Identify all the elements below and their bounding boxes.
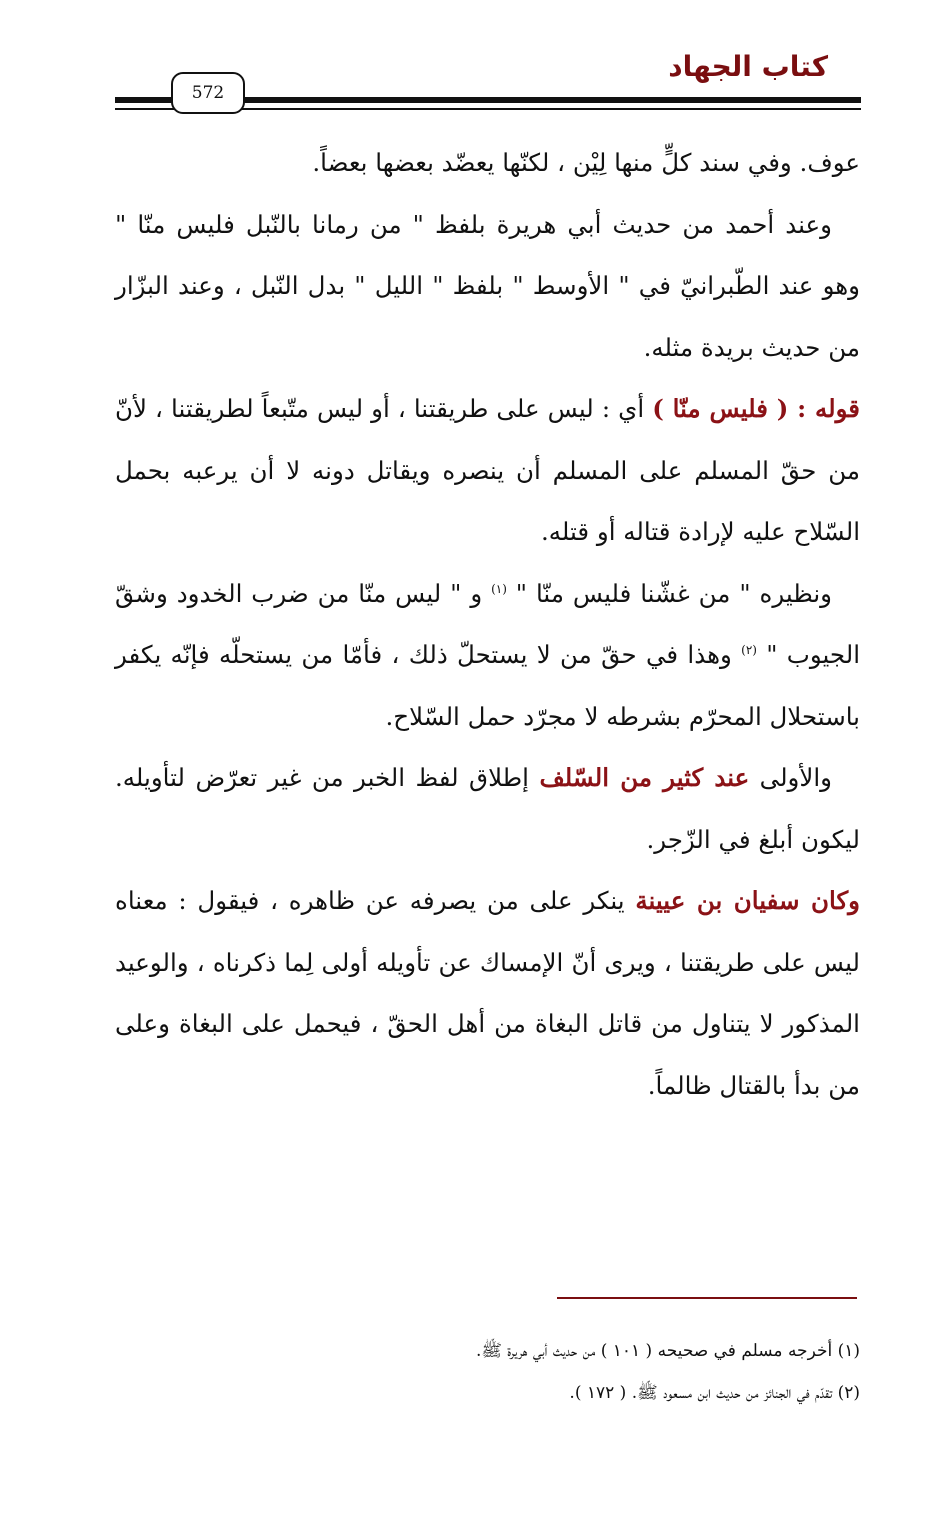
paragraph-5-text-a: والأولى [749,763,832,792]
paragraph-3-text: أي : ليس على طريقتنا ، أو ليس متّبعاً لطريقتنا ، لأنّ من حقّ المسلم على المسلم أن ينصره ويقاتل دونه لا أن يرعبه بحمل السّلاح عليه لإرادة قتاله أو قتله. [115,394,860,546]
quote-lead: قوله : ( فليس منّا ) [652,394,860,423]
paragraph-6 [115,870,860,1116]
book-title: كتاب الجهاد [668,50,828,83]
paragraph-4-text-a: ونظيره " من غشّنا فليس منّا " [506,578,832,608]
paragraph-5-text-b: إطلاق لفظ الخبر من غير تعرّض لتأويله. ليكون أبلغ في الزّجر. [115,763,860,854]
paragraph-2: وعند أحمد من حديث أبي هريرة بلفظ " من رمانا بالنّبل فليس منّا " وهو عند الطّبرانيّ في " الأوسط " بلفظ " الليل " بدل النّبل ، وعند البزّار من حديث بريدة مثله. [115,209,860,362]
paragraph-5 [115,747,860,870]
body-text [115,132,860,1116]
footnote-1: (١) أخرجه مسلم في صحيحه ( ١٠١ ) من حديث أبي هريرة ﷺ. [475,1341,860,1361]
highlight-sufyan: وكان سفيان بن عيينة [635,886,860,915]
highlight-salaf: عند كثير من السّلف [539,763,750,792]
paragraph-4-text-c: وهذا في حقّ من لا يستحلّ ذلك ، فأمّا من يستحلّه فإنّه يكفر باستحلال المحرّم بشرطه لا مجرّد حمل السّلاح. [115,640,860,731]
footnote-2: (٢) تقدّم في الجنائز من حديث ابن مسعود ﷺ. ( ١٧٢ ). [569,1383,860,1403]
page-number: 572 [171,72,245,114]
paragraph-4 [115,563,860,748]
footnote-ref-2: (٢) [741,642,757,657]
paragraph-3 [115,378,860,563]
paragraph-6-text: ينكر على من يصرفه عن ظاهره ، فيقول : معناه ليس على طريقتنا ، ويرى أنّ الإمساك عن تأويله أولى لِما ذكرناه ، والوعيد المذكور لا يتناول من قاتل البغاة من أهل الحقّ ، فيحمل على البغاة وعلى من بدأ بالقتال ظالماً. [115,886,860,1100]
footnote-ref-1: (١) [491,581,507,596]
page-header [0,0,945,130]
footnotes [115,1330,860,1414]
paragraph-1: عوف. وفي سند كلٍّ منها لِيْن ، لكنّها يعضّد بعضها بعضاً. [312,148,860,177]
paragraph-4-text-b: و " ليس منّا من ضرب الخدود وشقّ الجيوب " [115,578,861,669]
footnote-divider [557,1297,857,1299]
